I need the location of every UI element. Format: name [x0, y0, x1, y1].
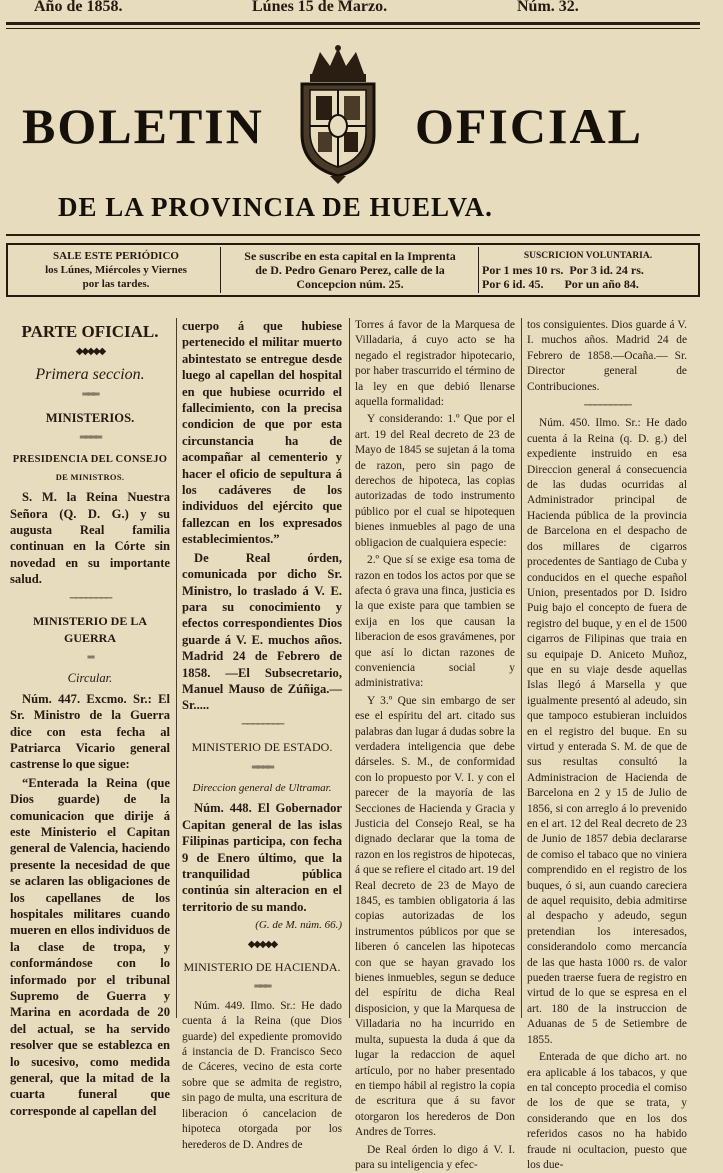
info-divider-1	[220, 247, 221, 293]
ornament: ────────	[69, 592, 111, 604]
ministries-heading: MINISTERIOS.	[45, 410, 135, 425]
column-2	[182, 318, 342, 1151]
article-449-signature: tos consiguientes. Dios guarde á V. I. muchos años. Madrid 24 de Febrero de 1858.—Ocaña.— Sr. Director general de Contribuciones.	[527, 319, 687, 393]
article-449-considering-3: Y 3.º Que sin embargo de ser ese el espíritu del art. citado sus palabras dan lugar á dudas sobre la verdadera inteligencia que debe dárseles. S. M., de conformidad con lo propuesto por V. I. y con el parecer de la mayoría de las Secciones de Hacienda y Gracia y Justicia del Consejo Real, se ha dignado declarar que la toma de razon en los registros de hipotecas, á que se refiere el citado art. 19 del Real decreto de 23 de Mayo de 1845, es tambien obligatoria á las copias autorizadas de los instrumentos públicos por que se liberen ó cancelen las hipotecas con que se hayan gravado los bienes inmuebles, segun se deduce del espíritu de dicha Real disposicion, y que la Marquesa de Villadaria no ha incurrido en multa, supuesta la duda á que da lugar la redaccion de aquel artículo, por no haber presentado en tiempo hábil al registro la copia de escritura que á su favor otorgaron los herederos de Don Andres de Torres.	[355, 694, 515, 1139]
ornament: ────────	[241, 718, 283, 730]
masthead-subtitle: DE LA PROVINCIA DE HUELVA.	[58, 192, 493, 222]
ornament: ════	[79, 432, 101, 444]
masthead-title-left: BOLETIN	[22, 98, 264, 154]
header-rule	[6, 22, 700, 25]
header-rule-thin	[6, 28, 700, 29]
subscription-prices-2: Por 6 id. 45. Por un año 84.	[482, 277, 639, 291]
ornament: ═══	[82, 389, 98, 401]
article-449: Núm. 449. Ilmo. Sr.: He dado cuenta á la Reina (que Dios guarde) del expediente promovido á instancia de D. Francisco Seco de Cáceres, vecino de esta corte sobre que se admita de registro, sin pago de multa, una escritura de liberacion ó cancelacion de hipoteca otorgada por los herederos de D. Andres de	[182, 999, 342, 1151]
subsection-heading: Primera seccion.	[35, 365, 145, 383]
ornament: ◆◆◆◆◆	[75, 346, 105, 358]
article-450: Núm. 450. Ilmo. Sr.: He dado cuenta á la Reina (q. D. g.) del expediente instruido en esa Direccion general á consecuencia de las dudas ocurridas al Administrador principal de Hacienda pública de la provincia de Barcelona en el despacho de dos millares de cigarros procedentes de Santiago de Cuba y conducidos en el queche español Union, presentados por D. Isidro Puig bajo el concepto de fuera de registro del buque, y en el de 1500 cigarros de Filipinas que traia en su equipaje D. Aniceto Muñoz, que en su viaje desde aquellas Islas llegó á Marsella y que igualmente presentó al adeudo, sin que tampoco estubieran incluidos en el registro del buque. En su virtud y enterada S. M. de que de sus resultas consultó la Administracion de Hacienda de Barcelona en 2 y 15 de Julio de 1856, si con arreglo á lo prevenido en el art. 12 del Real decreto de 23 de Junio de 1857 debia declararse de comiso el tabaco que no viniera comprendido en el registro de los buques, ó si, aun cuando careciera de aquel requisito, debia admitirse al despacho y adeudo, segun pretendian los interesados, considerandolo como mercancía de las que hasta 1000 rs. de valor pueden traerse fuera de registro en virtud de lo que se espresa en el art. 180 de la instruccion de Aduanas de 5 de Setiembre de 1855.	[527, 417, 687, 1046]
ultramar-label: Direccion general de Ultramar.	[192, 781, 332, 794]
issue-year: Año de 1858.	[34, 0, 123, 15]
subscription-info-box	[6, 243, 700, 297]
article-448-reference: (G. de M. núm. 66.)	[255, 919, 342, 932]
presidency-subheading: DE MINISTROS.	[55, 471, 125, 482]
publication-schedule: SALE ESTE PERIÓDICO los Lúnes, Miércoles y Viernes por las tardes.	[45, 250, 187, 290]
ornament: ═	[87, 651, 93, 663]
state-ministry-heading: MINISTERIO DE ESTADO.	[191, 740, 333, 755]
article-447-body: “Enterada la Reina (que Dios guarde) de la comunicacion que dirije á este Ministerio el Capitan general de Valencia, haciendo presente la necesidad de que se aclaren las obligaciones de los capellanes de los hospitales militares cuando mueren en ellos individuos de la clase de tropa, y conformándose con lo informado por el tribunal Supremo de Guerra y Marina en acordada de 20 del actual, se ha servido resolver que se establezca en lo sucesivo, como medida general, que la mitad de la cuarta funeral que corresponde al capellan del	[10, 775, 170, 1118]
masthead-rule	[6, 234, 700, 236]
article-449-considering-2: 2.º Que sí se exige esa toma de razon en todos los actos por que se afecta ó grava una finca, justicia es la que existe para que tambien se exija en los que causan la liberacion de esos gravámenes, por que así lo dictan razones de conveniencia social y administrativa:	[355, 554, 515, 690]
war-ministry-heading: MINISTERIO DE LA GUERRA	[32, 614, 148, 645]
circular-label: Circular.	[67, 671, 113, 686]
column-3	[355, 318, 515, 1171]
subscription-title: SUSCRICION VOLUNTARIA.	[523, 251, 653, 261]
article-449-considering-1: Y considerando: 1.º Que por el art. 19 del Real decreto de 23 de Mayo de 1845 se sujetan á la toma de razon, pero sin pago de derechos de hipoteca, las copias autorizadas de todo instrumento público por el cual se hipotequen bienes inmuebles al pago de una obligacion de cualquiera especie:	[355, 413, 515, 549]
article-447-intro: Núm. 447. Excmo. Sr.: El Sr. Ministro de la Guerra dice con esta fecha al Patriarca Vicario general castrense lo que sigue:	[10, 691, 170, 772]
article-447-closing: De Real órden, comunicada por dicho Sr. Ministro, lo traslado á V. E. para su conocimiento y efectos correspondientes Dios guarde á V. E. muchos años. Madrid 24 de Febrero de 1858. —El Subsecretario, Manuel Mauso de Zúñiga.—Sr.....	[182, 550, 342, 713]
ornament: ◆◆◆◆◆	[247, 938, 277, 950]
article-449-continued: Torres á favor de la Marquesa de Villadaria, á cuyo acto se ha negado el registrador hipotecario, por haber trascurrido el término de la ley en que debió llenarse aquella formalidad:	[355, 319, 515, 409]
ornament: ════	[251, 761, 273, 773]
header-line	[30, 0, 680, 18]
column-1	[10, 318, 170, 1118]
coat-of-arms-icon	[290, 44, 386, 184]
column-4	[527, 318, 687, 1171]
presidency-heading: PRESIDENCIA DEL CONSEJO	[12, 454, 168, 466]
subscription-place: Se suscribe en esta capital en la Imprenta de D. Pedro Genaro Perez, calle de la Concepcion núm. 25.	[244, 249, 456, 291]
article-448: Núm. 448. El Gobernador Capitan general de las islas Filipinas participa, con fecha 9 de Enero último, que la tranquilidad pública continúa sin alteracion en el territorio de su mando.	[182, 801, 342, 914]
info-divider-2	[478, 247, 479, 293]
column-rule-2	[349, 318, 350, 1018]
ornament: ─────────	[584, 400, 630, 412]
article-447-continued: cuerpo á que hubiese pertenecido el militar muerto abintestato se entregue desde luego al capellan del hospital en que hubiese ocurrido el fallecimiento, con la precisa condicion de que por esta circunstancia ha de acompañar al cementerio y hacer el oficio de sepultura á los cadáveres de los individuos del ejército que fallezcan en los expresados establecimientos.”	[182, 319, 342, 547]
royal-health-notice: S. M. la Reina Nuestra Señora (Q. D. G.) y su augusta Real familia continuan en la Córte sin novedad en su importante salud.	[10, 490, 170, 587]
article-449-closing: De Real órden lo digo á V. I. para su inteligencia y efec-	[355, 1143, 515, 1171]
ornament: ═══	[254, 981, 270, 993]
issue-number: Núm. 32.	[517, 0, 579, 15]
section-heading: PARTE OFICIAL.	[21, 322, 159, 341]
finance-ministry-heading: MINISTERIO DE HACIENDA.	[183, 960, 341, 975]
subscription-prices-1: Por 1 mes 10 rs. Por 3 id. 24 rs.	[482, 263, 644, 277]
masthead-title-right: OFICIAL	[415, 98, 643, 154]
column-rule-1	[176, 318, 177, 1018]
issue-date: Lúnes 15 de Marzo.	[252, 0, 388, 15]
column-rule-3	[521, 318, 522, 1018]
article-450-continued: Enterada de que dicho art. no era aplicable á los tabacos, y que en tal concepto procedia el comiso de los de que se trata, y considerando que en los dos referidos casos no ha habido fraude ni ocultacion, puesto que los due-	[527, 1051, 687, 1171]
